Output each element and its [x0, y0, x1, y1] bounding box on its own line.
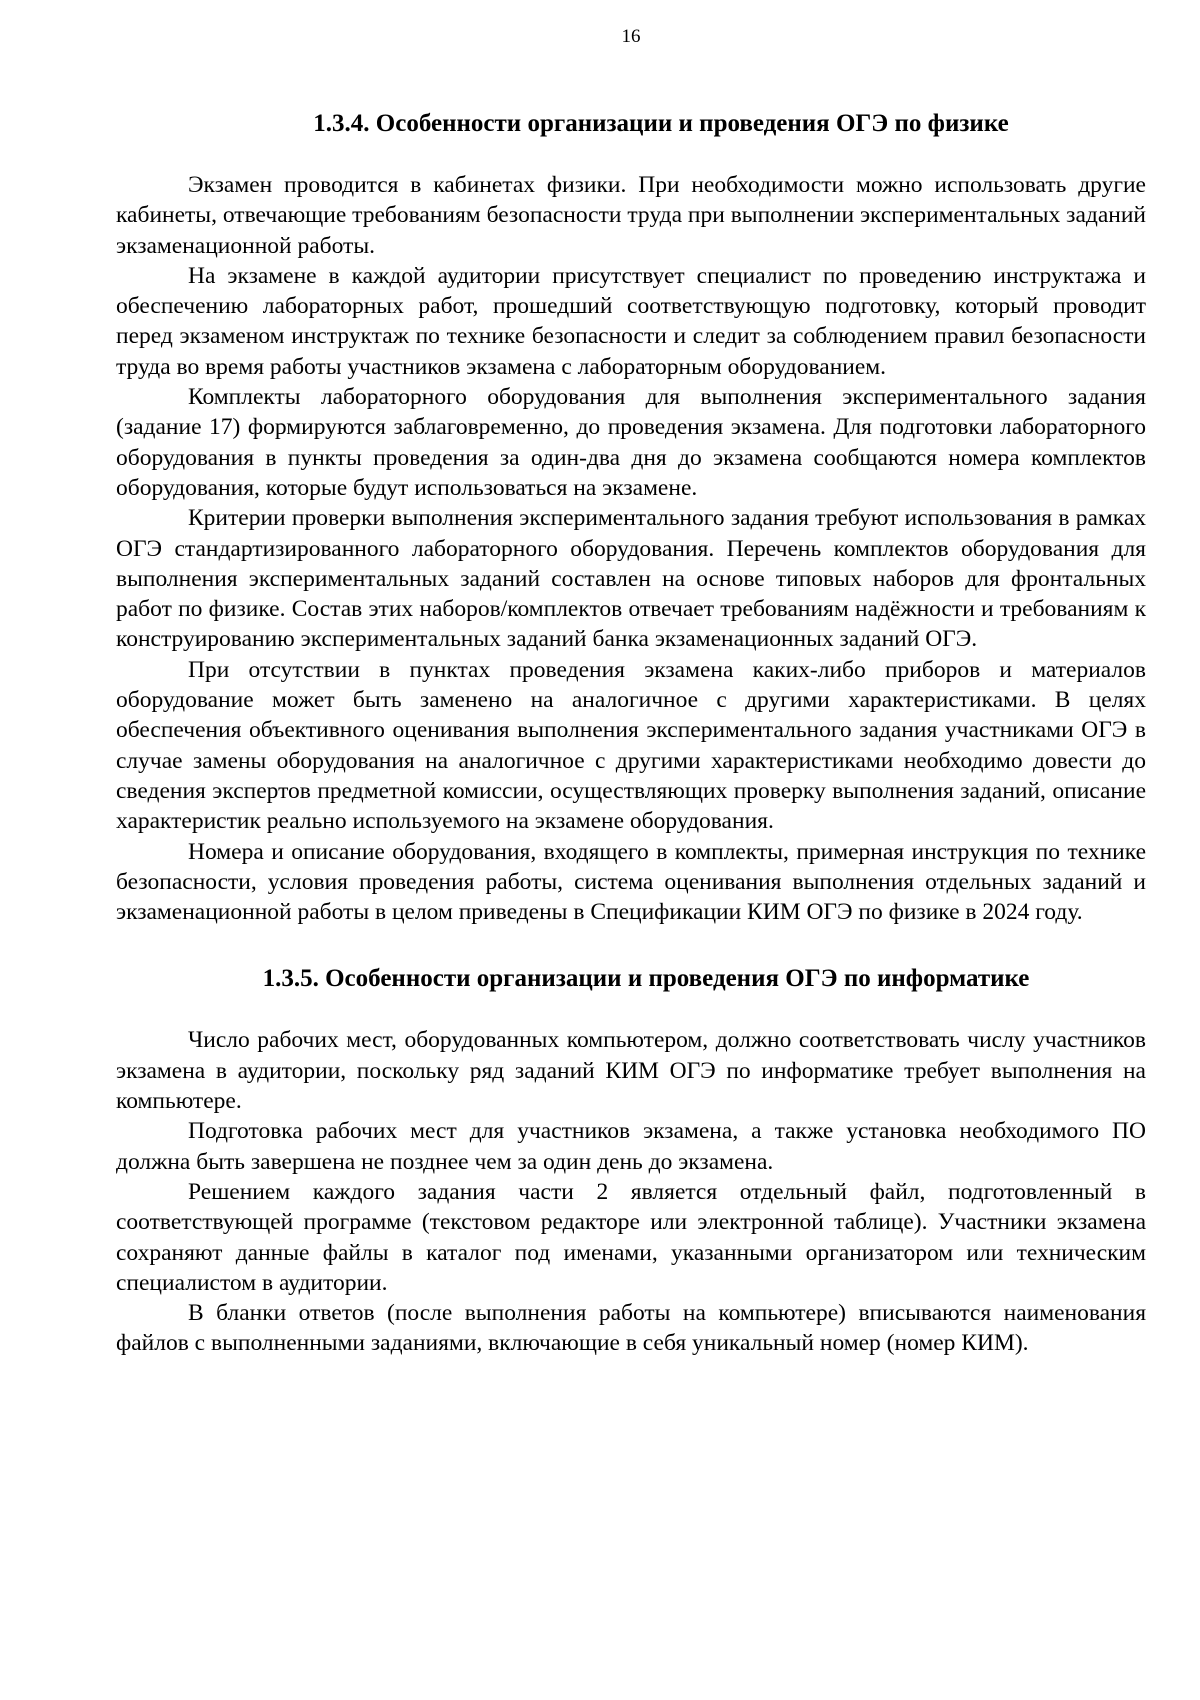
paragraph: Комплекты лабораторного оборудования для выполнения экспериментального задания (задание 17) формируются заблаговременно, до проведения экзамена. Для подготовки лабораторного оборудования в пункты проведения за один-два дня до экзамена сообщаются номера комплектов оборудования, которые будут использоваться на экзамене. [116, 384, 1146, 501]
document-body [116, 108, 1146, 1359]
paragraph: Экзамен проводится в кабинетах физики. При необходимости можно использовать другие кабинеты, отвечающие требованиям безопасности труда при выполнении экспериментальных заданий экзаменационной работы. [116, 172, 1146, 259]
paragraph: В бланки ответов (после выполнения работы на компьютере) вписываются наименования файлов с выполненными заданиями, включающие в себя уникальный номер (номер КИМ). [116, 1300, 1146, 1357]
paragraph: Номера и описание оборудования, входящего в комплекты, примерная инструкция по технике безопасности, условия проведения работы, система оценивания выполнения отдельных заданий и экзаменационной работы в целом приведены в Спецификации КИМ ОГЭ по физике в 2024 году. [116, 838, 1146, 926]
section-title-physics: 1.3.4. Особенности организации и проведения ОГЭ по физике [313, 110, 1009, 137]
paragraph: Критерии проверки выполнения экспериментального задания требуют использования в рамках ОГЭ стандартизированного лабораторного оборудования. Перечень комплектов оборудования для выполнения экспериментальных заданий составлен на основе типовых наборов для фронтальных работ по физике. Состав этих наборов/комплектов отвечает требованиям надёжности и требованиям к конструированию экспериментальных заданий банка экзаменационных заданий ОГЭ. [116, 505, 1146, 653]
paragraph: На экзамене в каждой аудитории присутствует специалист по проведению инструктажа и обеспечению лабораторных работ, прошедший соответствующую подготовку, который проводит перед экзаменом инструктаж по технике безопасности и следит за соблюдением правил безопасности труда во время работы участников экзамена с лабораторным оборудованием. [116, 262, 1146, 380]
section-title-informatics: 1.3.5. Особенности организации и проведения ОГЭ по информатике [262, 965, 1030, 993]
paragraph: Решением каждого задания части 2 является отдельный файл, подготовленный в соответствующей программе (текстовом редакторе или электронной таблице). Участники экзамена сохраняют данные файлы в каталог под именами, указанными организатором или техническим специалистом в аудитории. [116, 1178, 1146, 1296]
paragraph: Подготовка рабочих мест для участников экзамена, а также установка необходимого ПО должна быть завершена не позднее чем за один день до экзамена. [116, 1118, 1146, 1175]
paragraph: Число рабочих мест, оборудованных компьютером, должно соответствовать числу участников экзамена в аудитории, поскольку ряд заданий КИМ ОГЭ по информатике требует выполнения на компьютере. [116, 1027, 1146, 1115]
page-number: 16 [621, 26, 641, 47]
paragraph: При отсутствии в пунктах проведения экзамена каких-либо приборов и материалов оборудование может быть заменено на аналогичное с другими характеристиками. В целях обеспечения объективного оценивания выполнения экспериментального задания участниками ОГЭ в случае замены оборудования на аналогичное с другими характеристиками необходимо довести до сведения экспертов предметной комиссии, осуществляющих проверку выполнения заданий, описание характеристик реально используемого на экзамене оборудования. [116, 656, 1146, 835]
